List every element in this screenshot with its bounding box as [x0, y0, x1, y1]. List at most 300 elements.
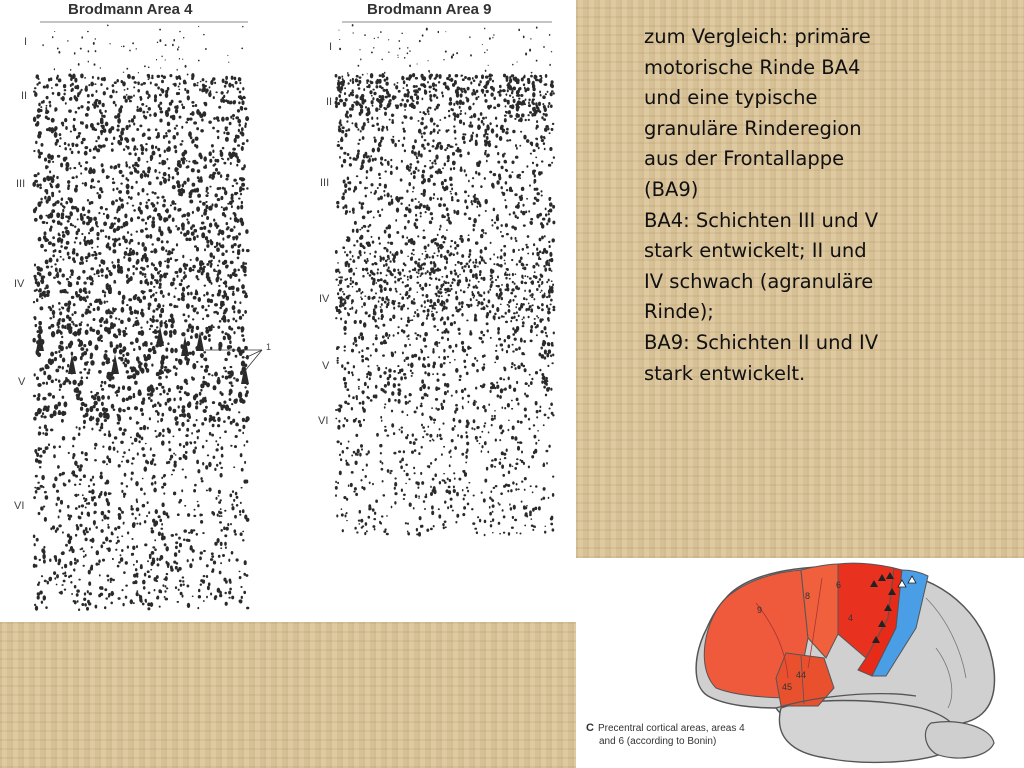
cell-dot [516, 147, 518, 150]
cell-dot [135, 481, 139, 486]
cell-dot [486, 313, 489, 316]
cell-dot [469, 269, 472, 273]
cell-dot [127, 95, 131, 99]
cell-dot [123, 409, 126, 412]
cell-dot [172, 185, 176, 189]
cell-dot [121, 46, 122, 47]
cell-dot [244, 125, 246, 128]
cell-dot [244, 386, 246, 388]
cell-dot [538, 284, 540, 288]
cell-dot [337, 205, 340, 208]
cell-dot [473, 113, 476, 118]
cell-dot [96, 330, 100, 335]
cell-dot [162, 204, 166, 208]
cell-dot [482, 306, 485, 310]
cell-dot [173, 305, 176, 308]
cell-dot [402, 235, 404, 238]
cell-dot [118, 407, 122, 412]
cell-dot [127, 268, 130, 272]
cell-dot [504, 118, 507, 122]
cell-dot [209, 176, 212, 179]
cell-dot [90, 356, 93, 359]
cell-dot [123, 362, 126, 365]
cell-dot [512, 96, 514, 98]
cell-dot [119, 143, 121, 145]
cell-dot [458, 302, 460, 306]
cell-dot [233, 331, 235, 334]
cell-dot [338, 30, 339, 31]
cell-dot [470, 304, 472, 307]
cell-dot [535, 127, 537, 130]
cell-dot [44, 238, 48, 242]
cell-dot [218, 106, 221, 109]
cell-dot [159, 605, 161, 607]
cell-dot [232, 272, 236, 276]
cell-dot [43, 559, 46, 563]
cell-dot [59, 509, 62, 512]
cell-dot [120, 557, 123, 562]
cell-dot [493, 263, 495, 265]
cell-dot [424, 127, 426, 130]
cell-dot [161, 413, 164, 417]
cell-dot [468, 283, 470, 286]
cell-dot [226, 296, 229, 301]
cell-dot [148, 397, 151, 400]
cell-dot [114, 335, 118, 338]
cell-dot [104, 491, 107, 496]
cell-dot [535, 143, 538, 148]
cell-dot [108, 270, 111, 272]
cell-dot [538, 264, 540, 267]
cell-dot [103, 213, 105, 215]
cell-dot [105, 536, 108, 541]
cell-dot [468, 77, 471, 81]
cell-dot [493, 97, 496, 100]
cell-dot [58, 380, 61, 383]
cell-dot [82, 221, 85, 225]
cell-dot [107, 579, 109, 582]
cell-dot [471, 200, 473, 202]
cell-dot [457, 87, 460, 90]
cell-dot [468, 195, 470, 197]
cell-dot [422, 310, 425, 313]
cell-dot [440, 197, 442, 201]
cell-dot [201, 88, 204, 92]
cell-dot [521, 113, 525, 117]
cell-dot [409, 104, 412, 107]
cell-dot [70, 575, 73, 578]
cell-dot [90, 565, 93, 569]
cell-dot [165, 356, 168, 359]
cell-dot [116, 227, 119, 231]
cell-dot [144, 362, 148, 367]
cell-dot [400, 307, 403, 311]
cell-dot [505, 223, 508, 227]
cell-dot [386, 126, 388, 129]
cell-dot [69, 98, 72, 101]
cell-dot [123, 46, 125, 48]
cell-dot [114, 527, 117, 531]
cell-dot [148, 181, 152, 185]
cell-dot [532, 171, 535, 175]
cell-dot [242, 539, 244, 542]
cell-dot [183, 413, 186, 418]
cell-dot [115, 199, 118, 202]
cell-dot [98, 275, 100, 277]
cell-dot [163, 511, 166, 515]
cell-dot [57, 325, 59, 329]
cell-dot [204, 248, 206, 251]
cell-dot [170, 568, 173, 572]
cell-dot [391, 139, 393, 141]
cell-dot [477, 266, 479, 268]
cell-dot [68, 328, 72, 334]
cell-dot [526, 246, 529, 249]
cell-dot [98, 559, 101, 563]
cell-dot [39, 432, 41, 435]
cell-dot [107, 25, 109, 27]
cell-dot [533, 112, 536, 116]
cell-dot [91, 254, 94, 257]
cell-dot [454, 137, 456, 139]
cell-dot [363, 302, 366, 306]
cell-dot [118, 357, 121, 360]
cell-dot [147, 199, 150, 201]
cell-dot [523, 135, 526, 140]
cell-dot [32, 338, 35, 343]
cell-dot [110, 165, 113, 169]
cell-dot [107, 524, 109, 526]
cell-dot [237, 309, 241, 314]
cell-dot [239, 82, 241, 84]
cell-dot [189, 563, 192, 568]
cell-dot [126, 485, 128, 487]
cell-dot [119, 170, 123, 174]
cell-dot [493, 34, 494, 36]
cell-dot [230, 228, 234, 232]
cell-dot [376, 117, 378, 120]
cell-dot [99, 429, 102, 431]
cell-dot [196, 326, 199, 330]
cell-dot [232, 317, 235, 320]
cell-dot [492, 185, 495, 189]
cell-dot [64, 571, 66, 574]
cell-dot [551, 90, 554, 92]
cell-dot [39, 368, 42, 372]
cell-dot [355, 158, 358, 161]
cell-dot [184, 455, 187, 460]
cell-dot [36, 74, 39, 79]
cell-dot [42, 450, 46, 454]
cell-dot [401, 296, 404, 300]
cell-dot [539, 213, 542, 217]
cell-dot [121, 490, 123, 493]
cell-dot [178, 405, 180, 408]
cell-dot [200, 383, 204, 388]
cell-dot [226, 174, 229, 178]
cell-dot [96, 192, 98, 194]
cell-dot [529, 49, 531, 52]
area9-title: Brodmann Area 9 [367, 1, 492, 18]
cell-dot [54, 263, 56, 265]
cell-dot [473, 265, 476, 269]
cell-dot [67, 505, 70, 509]
cell-dot [367, 211, 370, 215]
cell-dot [62, 472, 65, 475]
cell-dot [74, 461, 78, 466]
cell-dot [199, 556, 202, 560]
cell-dot [73, 303, 76, 306]
cell-dot [468, 124, 471, 127]
cell-dot [433, 160, 435, 162]
cell-dot [224, 534, 227, 537]
cell-dot [484, 247, 487, 251]
cell-dot [237, 326, 241, 329]
cell-dot [222, 261, 226, 265]
cell-dot [67, 220, 70, 223]
cell-dot [70, 78, 73, 82]
cell-dot [76, 394, 80, 398]
cell-dot [364, 252, 366, 254]
cell-dot [241, 221, 245, 226]
cell-dot [191, 73, 194, 78]
cell-dot [241, 127, 244, 131]
cell-dot [453, 167, 455, 170]
cell-dot [134, 164, 137, 167]
cell-dot [242, 314, 244, 316]
cell-dot [386, 269, 388, 272]
cell-dot [217, 417, 221, 422]
cell-dot [410, 116, 413, 119]
cell-dot [221, 117, 225, 122]
cell-dot [411, 150, 414, 154]
cell-dot [384, 184, 387, 189]
cell-dot [192, 105, 195, 107]
cell-dot [156, 326, 159, 328]
cell-dot [486, 160, 488, 163]
cell-dot [338, 309, 341, 313]
cell-dot [90, 185, 93, 189]
cell-dot [497, 256, 499, 259]
cell-dot [232, 305, 236, 310]
cell-dot [227, 351, 231, 355]
cell-dot [127, 386, 131, 391]
cell-dot [179, 77, 181, 80]
cell-dot [118, 237, 120, 240]
cell-dot [108, 246, 111, 250]
cell-dot [493, 173, 497, 176]
cell-dot [242, 418, 245, 422]
cell-dot [127, 531, 129, 534]
cell-dot [154, 481, 156, 484]
cell-dot [397, 305, 400, 307]
cell-dot [551, 51, 552, 52]
cell-dot [386, 282, 388, 285]
cell-dot [159, 181, 162, 185]
cell-dot [197, 176, 200, 179]
cell-dot [129, 248, 132, 250]
cell-dot [152, 217, 155, 221]
cell-dot [509, 105, 512, 108]
cell-dot [107, 396, 110, 400]
cell-dot [207, 277, 210, 281]
cell-dot [105, 208, 108, 211]
cell-dot [541, 281, 543, 285]
cell-dot [216, 538, 219, 543]
cell-dot [492, 37, 493, 39]
cell-dot [131, 442, 134, 444]
cell-dot [34, 373, 36, 376]
cell-dot [433, 263, 436, 268]
cell-dot [243, 591, 246, 594]
cell-dot [172, 277, 175, 281]
cell-dot [146, 515, 148, 517]
cell-dot [49, 577, 52, 581]
cell-dot [128, 449, 130, 451]
cell-dot [386, 303, 388, 305]
cell-dot [161, 56, 163, 57]
cell-dot [471, 203, 473, 206]
cell-dot [54, 128, 57, 131]
cell-dot [89, 528, 91, 531]
cell-dot [335, 250, 338, 254]
cell-dot [529, 305, 532, 308]
cell-dot [176, 171, 179, 175]
cell-dot [436, 125, 439, 128]
cell-dot [452, 314, 454, 316]
cell-dot [121, 549, 123, 552]
cell-dot [39, 183, 42, 186]
cell-dot [77, 600, 79, 603]
cell-dot [504, 273, 506, 276]
cell-dot [454, 247, 457, 250]
cell-dot [224, 190, 227, 195]
cell-dot [147, 607, 150, 610]
cell-dot [58, 250, 61, 253]
cell-dot [74, 226, 76, 228]
cell-dot [141, 401, 145, 405]
cell-dot [216, 448, 219, 451]
cell-dot [75, 324, 78, 327]
cell-dot [237, 256, 240, 259]
cell-dot [349, 258, 351, 260]
cell-dot [477, 291, 480, 294]
cell-dot [118, 330, 122, 333]
cell-dot [197, 269, 201, 272]
cell-dot [117, 536, 119, 538]
cell-dot [120, 199, 124, 202]
cell-dot [224, 592, 226, 595]
cell-dot [491, 219, 493, 221]
cell-dot [205, 81, 207, 83]
cell-dot [58, 190, 60, 193]
area4-cell-section [0, 0, 576, 622]
cell-dot [37, 383, 41, 387]
cell-dot [439, 288, 442, 291]
cell-dot [205, 48, 207, 50]
cell-dot [442, 186, 444, 189]
cell-dot [503, 316, 505, 318]
cell-dot [357, 84, 360, 87]
cell-dot [40, 506, 44, 510]
cell-dot [148, 575, 151, 578]
cell-dot [457, 275, 459, 278]
cell-dot [548, 164, 551, 167]
cell-dot [192, 350, 195, 355]
cell-dot [421, 117, 424, 120]
cell-dot [159, 274, 163, 279]
cell-dot [126, 359, 130, 364]
cell-dot [409, 50, 411, 51]
cell-dot [340, 88, 343, 90]
cell-dot [367, 296, 370, 300]
cell-dot [443, 82, 445, 85]
cell-dot [383, 89, 386, 92]
cell-dot [220, 467, 223, 469]
cell-dot [437, 299, 440, 304]
cell-dot [388, 302, 390, 304]
cell-dot [154, 430, 156, 432]
cell-dot [71, 83, 74, 86]
cell-dot [206, 263, 209, 266]
cell-dot [428, 150, 431, 153]
cell-dot [183, 233, 187, 237]
cell-dot [406, 165, 410, 170]
cell-dot [36, 376, 39, 380]
cell-dot [375, 80, 378, 84]
cell-dot [159, 393, 162, 396]
cell-dot [198, 589, 200, 593]
cell-dot [165, 132, 167, 135]
cell-dot [539, 110, 541, 113]
cell-dot [141, 218, 145, 221]
cell-dot [203, 294, 205, 297]
cell-dot [420, 212, 422, 215]
cell-dot [225, 370, 228, 372]
cell-dot [94, 128, 97, 131]
cell-dot [208, 121, 212, 124]
cell-dot [381, 87, 384, 90]
cell-dot [127, 74, 131, 78]
cell-dot [493, 106, 496, 109]
cell-dot [390, 159, 392, 162]
cell-dot [423, 268, 425, 270]
cell-dot [74, 484, 76, 486]
cell-dot [178, 428, 181, 431]
cell-dot [127, 88, 129, 90]
cell-dot [85, 458, 88, 460]
cell-dot [377, 268, 379, 270]
cell-dot [166, 258, 170, 264]
cell-dot [223, 294, 226, 297]
cell-dot [416, 309, 418, 311]
cell-dot [230, 217, 232, 220]
cell-dot [173, 409, 177, 413]
cell-dot [491, 224, 493, 226]
cell-dot [211, 294, 214, 297]
cell-dot [122, 397, 126, 402]
cell-dot [73, 568, 75, 571]
cell-dot [109, 43, 110, 44]
cell-dot [380, 289, 383, 293]
cell-dot [60, 203, 62, 206]
cell-dot [104, 606, 106, 609]
cell-dot [470, 121, 472, 124]
cell-dot [548, 213, 550, 215]
cell-dot [442, 235, 444, 238]
cell-dot [150, 281, 153, 285]
cell-dot [112, 441, 114, 443]
